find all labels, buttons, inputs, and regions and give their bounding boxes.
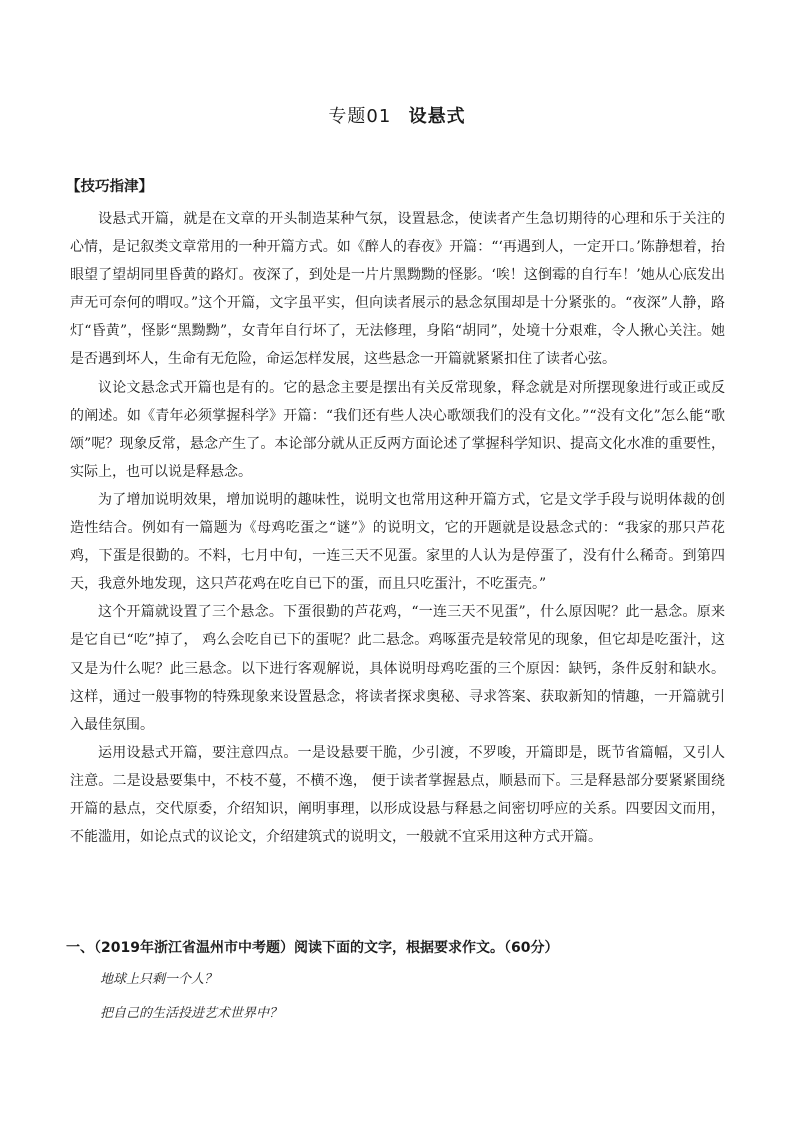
paragraph-4: 这个开篇就设置了三个悬念。下蛋很勤的芦花鸡，“一连三天不见蛋”，什么原因呢？此一悬念。原来是它自已“吃”掉了， 鸡么会吃自已下的蛋呢？此二悬念。鸡啄蛋壳是较常见的现象，但它却是吃蛋汁，这又是为什么呢？此三悬念。以下进行客观解说，具体说明母鸡吃蛋的三个原因：缺钙，条件反射和缺水。这样，通过一般事物的特殊现象来设置悬念，将读者探求奥秘、寻求答案、获取新知的情趣，一开篇就引入最佳氛围。 [70, 604, 725, 733]
title-text: 设悬式 [408, 106, 466, 127]
paragraph-1: 设悬式开篇，就是在文章的开头制造某种气氛，设置悬念，使读者产生急切期待的心理和乐于关注的心情，是记叙类文章常用的一种开篇方式。如《醉人的春夜》开篇：“‘再遇到人，一定开口。’陈静想着，抬眼望了望胡同里昏黄的路灯。夜深了，到处是一片片黑黝黝的怪影。‘唉！这倒霉的自行车！’她从心底发出声无可奈何的喟叹。”这个开篇，文字虽平实，但向读者展示的悬念氛围却是十分紧张的。“夜深”人静，路灯“昏黄”，怪影“黑黝黝”，女青年自行坏了，无法修理，身陷“胡同”，处境十分艰难，令人揪心关注。她是否遇到坏人，生命有无危险，命运怎样发展，这些悬念一开篇就紧紧扣住了读者心弦。 [70, 211, 725, 368]
page-title [0, 103, 794, 131]
question-heading: 一、（2019年浙江省温州市中考题）阅读下面的文字，根据要求作文。（60分） [66, 940, 559, 956]
body-text [70, 205, 725, 851]
section-heading: 【技巧指津】 [66, 179, 153, 195]
paragraph-5: 运用设悬式开篇，要注意四点。一是设悬要干脆，少引渡，不罗唆，开篇即是，既节省篇幅，又引人注意。二是设悬要集中，不枝不蔓，不横不逸， 便于读者掌握悬点，顺悬而下。三是释悬部分要紧紧围绕开篇的悬点，交代原委，介绍知识，阐明事理，以形成设悬与释悬之间密切呼应的关系。四要因文而用，不能滥用，如论点式的议论文，介绍建筑式的说明文，一般就不宜采用这种方式开篇。 [70, 744, 725, 846]
quote-line-2: 把自己的生活投进艺术世界中？ [100, 1006, 283, 1021]
quote-line-1: 地球上只剩一个人？ [100, 972, 218, 987]
paragraph-2: 议论文悬念式开篇也是有的。它的悬念主要是摆出有关反常现象，释念就是对所摆现象进行或正或反的阐述。如《青年必须掌握科学》开篇：“我们还有些人决心歌颂我们的没有文化。”“没有文化”怎么能“歌颂”呢？现象反常，悬念产生了。本论部分就从正反两方面论述了掌握科学知识、提高文化水准的重要性，实际上，也可以说是释悬念。 [70, 379, 725, 480]
paragraph-3: 为了增加说明效果，增加说明的趣味性，说明文也常用这种开篇方式，它是文学手段与说明体裁的创造性结合。例如有一篇题为《母鸡吃蛋之“谜”》的说明文，它的开题就是设悬念式的：“我家的那只芦花鸡，下蛋是很勤的。不料，七月中旬，一连三天不见蛋。家里的人认为是停蛋了，没有什么稀奇。到第四天，我意外地发现，这只芦花鸡在吃自已下的蛋，而且只吃蛋汁，不吃蛋壳。” [70, 491, 725, 593]
title-number: 专题01 [328, 106, 392, 127]
